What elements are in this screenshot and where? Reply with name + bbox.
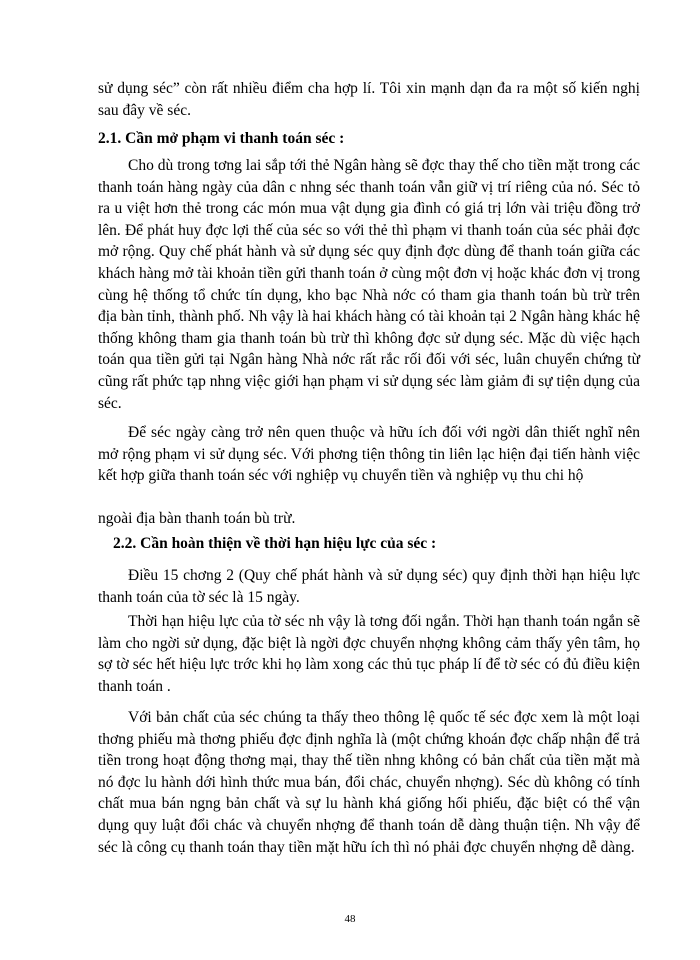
section-2-2-article-block <box>98 565 640 608</box>
section-2-1-closing-block <box>98 508 640 530</box>
section-2-1-proposal-block <box>98 422 640 487</box>
paragraph-cheque-nature: Với bản chất của séc chúng ta thấy theo thông lệ quốc tế séc đợc xem là một loại thơng phiếu mà thơng phiếu đợc định nghĩa là (một chứng khoán đợc chấp nhận để trả tiền trong hoạt động thơng mại, thay thế tiền nhng không có bản chất của tiền mặt mà nó đợc lu hành dới hình thức mua bán, đổi chác, chuyển nhợng). Séc dù không có tính chất mua bán ngng bản chất và sự lu hành khá giống hối phiếu, đặc biệt có thể vận dụng quy luật đổi chác và chuyển nhợng để thanh toán dễ dàng thuận tiện. Nh vậy để séc là công cụ thanh toán thay tiền mặt hữu ích thì nó phải đợc chuyển nhợng dễ dàng. <box>98 709 640 856</box>
section-heading-2-2: 2.2. Cần hoàn thiện về thời hạn hiệu lực của séc : <box>113 535 437 552</box>
intro-block <box>98 78 640 121</box>
paragraph-intro: sử dụng séc” còn rất nhiều điểm cha hợp lí. Tôi xin mạnh dạn đa ra một số kiến nghị sau đây về séc. <box>98 80 640 119</box>
paragraph-article-15: Điều 15 chơng 2 (Quy chế phát hành và sử dụng séc) quy định thời hạn hiệu lực thanh toán của tờ séc là 15 ngày. <box>98 567 640 606</box>
section-2-2-duration-block <box>98 611 640 697</box>
section-2-2-heading-block <box>98 533 640 555</box>
page-number: 48 <box>344 913 356 925</box>
section-2-1-body-block <box>98 155 640 414</box>
paragraph-clearing-area: ngoài địa bàn thanh toán bù trừ. <box>98 510 296 527</box>
paragraph-familiarity: Để séc ngày càng trở nên quen thuộc và hữu ích đối với ngời dân thiết nghĩ nên mở rộng phạm vi sử dụng séc. Với phơng tiện thông tin liên lạc hiện đại tiến hành việc kết hợp giữa thanh toán séc với nghiệp vụ chuyển tiền và nghiệp vụ thu chi hộ <box>98 424 640 485</box>
section-2-1-heading-block <box>98 128 640 150</box>
paragraph-validity-short: Thời hạn hiệu lực của tờ séc nh vậy là tơng đối ngắn. Thời hạn thanh toán ngắn sẽ làm cho ngời sử dụng, đặc biệt là ngời đợc chuyển nhợng không cảm thấy yên tâm, họ sợ tờ séc hết hiệu lực trớc khi họ làm xong các thủ tục pháp lí để tờ séc có đủ điều kiện thanh toán . <box>98 613 640 695</box>
paragraph-scope-expansion: Cho dù trong tơng lai sắp tới thẻ Ngân hàng sẽ đợc thay thế cho tiền mặt trong các thanh toán hàng ngày của dân c nhng séc thanh toán vẫn giữ vị trí riêng của nó. Séc tỏ ra u việt hơn thẻ trong các món mua vật dụng gia đình có giá trị lớn vài triệu đồng trở lên. Để phát huy đợc lợi thế của séc so với thẻ thì phạm vi thanh toán của séc phải đợc mở rộng. Quy chế phát hành và sử dụng séc quy định đợc dùng để thanh toán giữa các khách hàng mở tài khoản tiền gửi thanh toán ở cùng một đơn vị hoặc khác đơn vị trong cùng hệ thống tổ chức tín dụng, kho bạc Nhà nớc có tham gia thanh toán bù trừ trên địa bàn tỉnh, thành phố. Nh vậy là hai khách hàng có tài khoản tại 2 Ngân hàng khác hệ thống không tham gia thanh toán bù trừ thì không đợc sử dụng séc. Mặc dù việc hạch toán qua tiền gửi tại Ngân hàng Nhà nớc rất rắc rối đối với séc, luân chuyển chứng từ cũng rất phức tạp nhng việc giới hạn phạm vi sử dụng séc làm giảm đi sự tiện dụng của séc. <box>98 157 640 412</box>
section-2-2-nature-block <box>98 707 640 858</box>
section-heading-2-1: 2.1. Cần mở phạm vi thanh toán séc : <box>98 130 345 147</box>
